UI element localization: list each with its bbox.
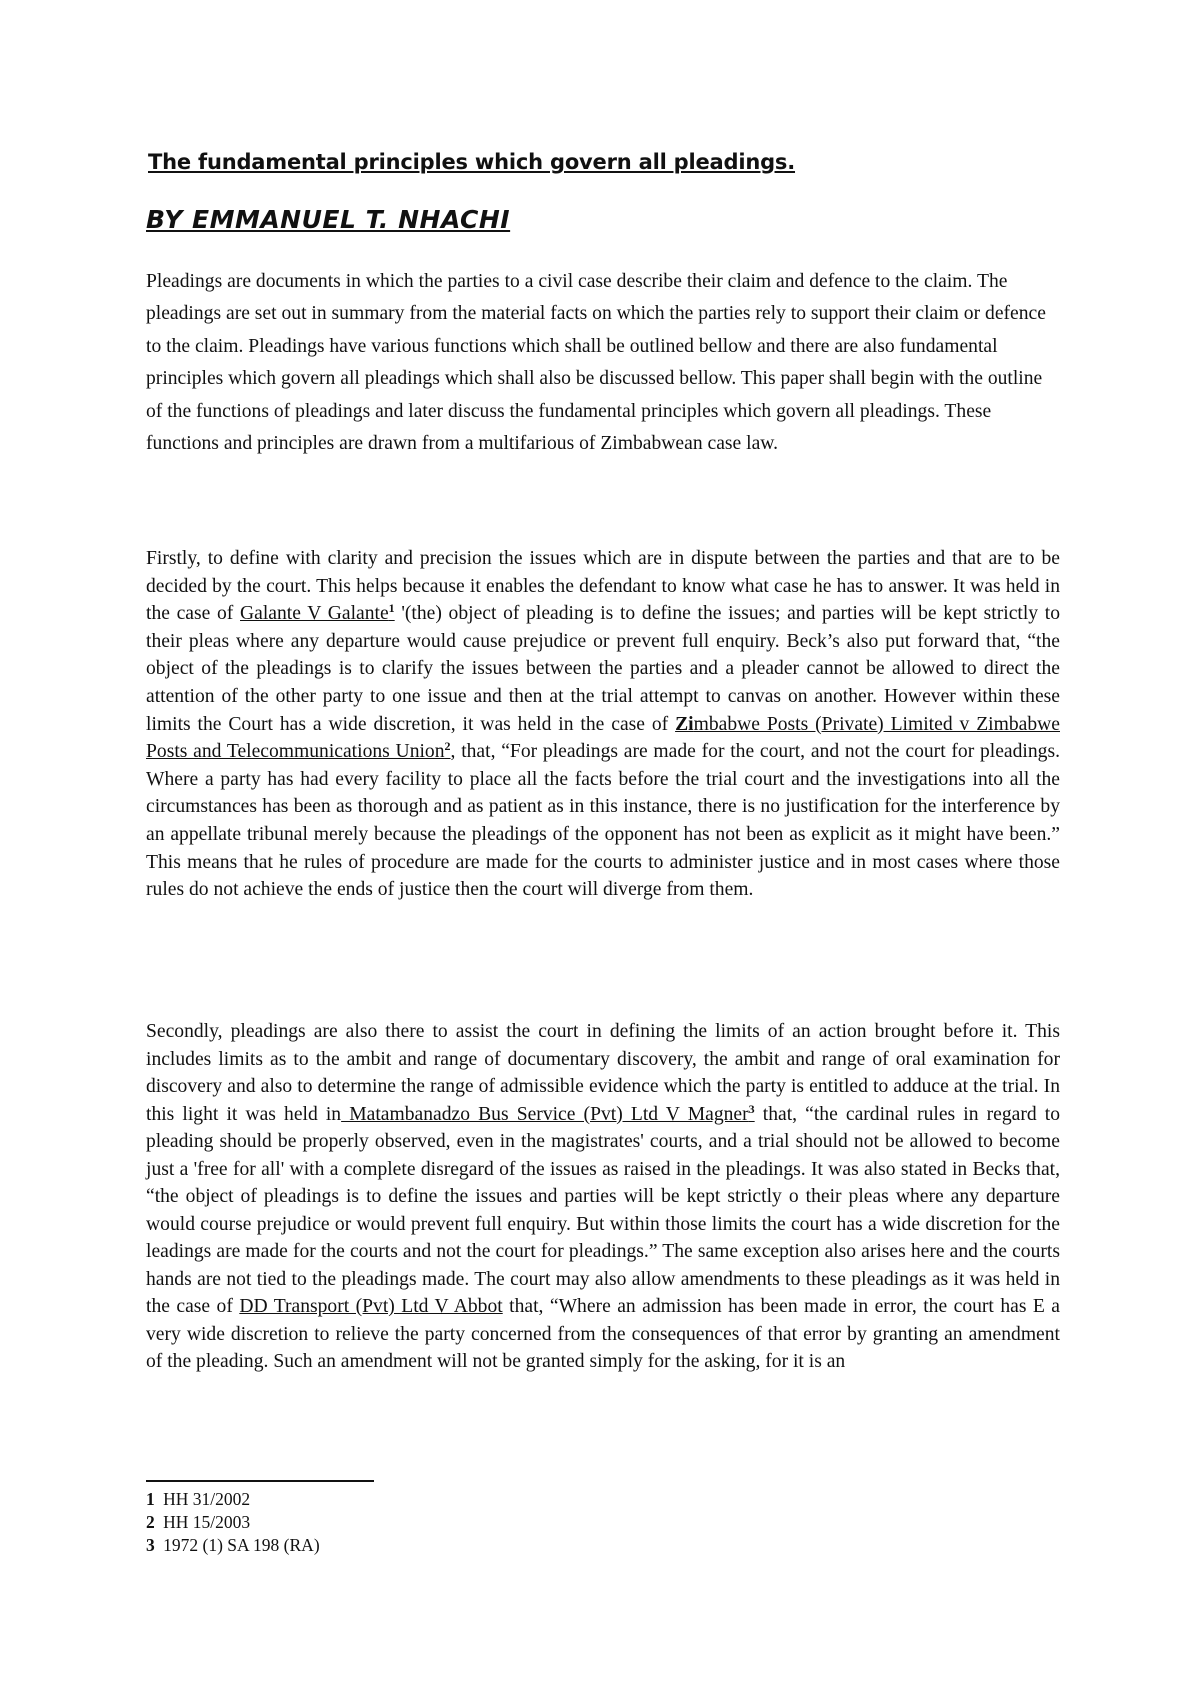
footnote-text: 1972 (1) SA 198 (RA) <box>158 1535 320 1555</box>
footnote-ref-3: 3 <box>748 1101 755 1116</box>
footnote-item <box>146 1511 320 1534</box>
author-byline: BY EMMANUEL T. NHACHI <box>146 205 511 234</box>
paragraph-text: '(the) object of pleading is to define the issues; and parties will be kept strictly to their pleas where any departure would cause prejudice or prevent full enquiry. Beck’s also put forward that, “the object of the pleadings is to clarify the issues between the parties and a pleader cannot be allowed to direct the attention of the other party to one issue and then at the trial attempt to canvas on another. However within these limits the Court has a wide discretion, it was held in the case of <box>146 603 1061 735</box>
footnote-text: HH 31/2002 <box>158 1489 251 1509</box>
paragraph-text: that, “the cardinal rules in regard to pleading should be properly observed, even in the magistrates' courts, and a trial should not be allowed to become just a 'free for all' with a complete disregard of the issues as raised in the pleadings. It was also stated in Becks that, “the object of pleadings is to define the issues and parties will be kept strictly o their pleas where any departure would course prejudice or would prevent full enquiry. But within those limits the court has a wide discretion for the leadings are made for the courts and not the court for pleadings.” The same exception also arises here and the courts hands are not tied to the pleadings made. The court may also allow amendments to these pleadings as it was held in the case of <box>146 1103 1061 1317</box>
footnote-number: 3 <box>146 1535 155 1555</box>
footnote-ref-1: 1 <box>388 601 395 616</box>
footnote-item <box>146 1488 320 1511</box>
intro-paragraph: Pleadings are documents in which the parties to a civil case describe their claim and defence to the claim. The pleadings are set out in summary from the material facts on which the parties rely to support their claim or defence to the claim. Pleadings have various functions which shall be outlined bellow and there are also fundamental principles which govern all pleadings which shall also be discussed bellow. This paper shall begin with the outline of the functions of pleadings and later discuss the fundamental principles which govern all pleadings. These functions and principles are drawn from a multifarious of Zimbabwean case law. <box>146 271 1046 455</box>
case-citation-matambanadzo: Matambanadzo Bus Service (Pvt) Ltd V Magner$^3$ <box>341 1101 755 1125</box>
paragraph-text: Secondly, pleadings are also there to assist the court in defining the limits of an action brought before it. This includes limits as to the ambit and range of documentary discovery, the ambit and range of oral examination for discovery and also to determine the range of admissible evidence which the party is entitled to adduce at the trial. In this light it was held in <box>146 1021 1060 1125</box>
footnote-number: 1 <box>146 1489 155 1509</box>
footnote-item <box>146 1534 320 1557</box>
case-citation-galante: Galante V Galante$^1$ <box>240 601 395 625</box>
footnotes-list <box>146 1488 320 1557</box>
footnote-ref-2: 2 <box>444 739 451 754</box>
footnote-number: 2 <box>146 1512 155 1532</box>
first-function-paragraph <box>146 545 1060 904</box>
case-citation-zimbabwe-posts: Zimbabwe Posts (Private) Limited v Zimbabwe Posts and Telecommunications Union$^2$, <box>146 713 1060 763</box>
footnote-text: HH 15/2003 <box>158 1512 251 1532</box>
paragraph-text: that, “For pleadings are made for the court, and not the court for pleadings. Where a party has had every facility to place all the facts before the trial court and the investigations into all the circumstances has been as thorough and as patient as in this instance, there is no justification for the interference by an appellate tribunal merely because the pleadings of the opponent has not been as explicit as it might have been.” This means that he rules of procedure are made for the courts to administer justice and in most cases where those rules do not achieve the ends of justice then the court will diverge from them. <box>146 741 1060 901</box>
paragraph-text: Firstly, to define with clarity and precision the issues which are in dispute between the parties and that are to be decided by the court. This helps because it enables the defendant to know what case he has to answer. It was held in the case of <box>146 548 1060 625</box>
case-citation-dd-transport: DD Transport (Pvt) Ltd V Abbot <box>239 1296 503 1317</box>
document-title: The fundamental principles which govern all pleadings. <box>148 150 796 174</box>
footnote-divider <box>146 1480 374 1482</box>
second-function-paragraph <box>146 1018 1060 1376</box>
paragraph-text: that, “Where an admission has been made in error, the court has E a very wide discretion to relieve the party concerned from the consequences of that error by granting an amendment of the pleading. Such an amendment will not be granted simply for the asking, for it is an <box>146 1296 1060 1372</box>
